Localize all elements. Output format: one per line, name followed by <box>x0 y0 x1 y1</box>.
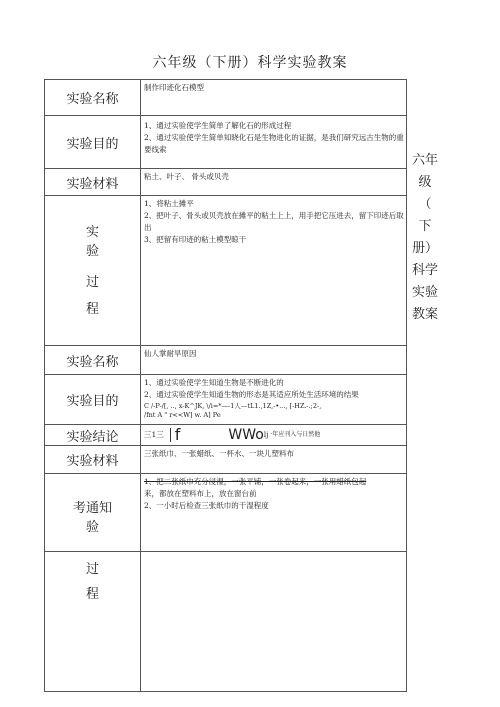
lesson2-conclusion-f: f <box>174 425 181 444</box>
lesson2-process-char-2: 验 <box>85 519 99 535</box>
side-title-part-4: 下 <box>418 219 432 234</box>
lesson2-process-value-empty <box>140 551 407 692</box>
lesson2-conclusion-text: 三1三 <box>144 430 164 439</box>
lesson2-name-label: 实验名称 <box>44 345 141 375</box>
lesson2-conclusion-label: 实验结论 <box>44 424 141 446</box>
side-title-part-1: 六年 <box>411 153 438 168</box>
lesson1-process-line-1: 1、将粘土摊平 <box>144 199 194 208</box>
lesson2-material-value: 三张纸巾、一张蜡纸、一杯水、一块儿塑料布 <box>140 445 407 474</box>
side-title-part-7: 实验 <box>411 285 438 300</box>
lesson1-name-value: 制作印迹化石模型 <box>140 79 407 116</box>
side-title-part-3: （ <box>418 197 432 212</box>
lesson1-material-label: 实验材料 <box>44 168 141 196</box>
lesson2-process-line-struck: 1、把二张纸巾充分浸湿，一张平铺，一张卷起来，一张用蜡纸包起 <box>144 477 367 486</box>
lesson1-process-label <box>44 195 141 346</box>
lesson1-goal-line-2: 2、通过实验使学生简单知晓化石是生物进化的证据，是我们研究远古生物的重要线索 <box>144 133 404 154</box>
lesson2-process2-char-2: 程 <box>85 587 99 602</box>
lesson2-process-label-bottom <box>44 551 141 692</box>
lesson1-material-value: 粘土、叶子、 骨头或贝壳 <box>140 168 407 196</box>
lesson2-process-label-top <box>44 473 141 552</box>
lesson1-goal-label: 实验目的 <box>44 115 141 169</box>
page-title: 六年级（下册）科学实验教案 <box>152 55 348 71</box>
lesson1-process-line-3: 3、把留有印迹的粘土模型晾干 <box>144 235 247 244</box>
lesson2-conclusion-small: ·年应刊入与日然他 <box>270 431 321 438</box>
lesson1-process-char-1: 实 <box>85 224 99 240</box>
side-title-part-2: 级 <box>418 175 432 190</box>
lesson1-process-char-2: 验 <box>85 243 99 259</box>
lesson-table <box>44 79 407 692</box>
lesson2-garbled-line-2: /fnt A " r<<W] w. A] Pe <box>144 411 221 419</box>
lesson2-process-line-1: 来，都放在塑料布上，放在窗台前 <box>144 489 257 498</box>
side-title-part-5: 册） <box>411 241 438 256</box>
lesson2-conclusion-value <box>140 424 407 446</box>
lesson2-conclusion-sup: lj <box>263 431 269 439</box>
lesson1-process-value <box>140 195 407 346</box>
lesson2-conclusion-wwo: WWo <box>228 427 264 443</box>
lesson2-process-value <box>140 473 407 552</box>
lesson2-garbled-line: C /-P-/[, .., x-K^JK, \/i=*—-1人—tL1.,1Z,-•..., [-HZ.-.;2-, <box>144 402 322 410</box>
lesson2-name-value: 仙人掌耐旱原因 <box>140 345 407 375</box>
lesson2-goal-value <box>140 374 407 425</box>
lesson2-goal-label: 实验目的 <box>44 374 141 425</box>
lesson2-goal-line-1: 1、通过实验使学生知道生物是不断进化的 <box>144 378 284 387</box>
lesson2-process-line-2: 2、一小时后检查三张纸巾的干湿程度 <box>144 501 269 510</box>
lesson2-process2-char-1: 过 <box>85 562 99 577</box>
lesson1-process-line-2: 2、把叶子、骨头或贝壳放在摊平的粘土上上，用手把它压进去，留下印迹后取出 <box>144 211 404 232</box>
side-title-part-8: 教案 <box>411 307 438 322</box>
lesson2-goal-line-2: 2、通过实验使学生知道生物的形态是其适应所处生活环境的结果 <box>144 390 359 399</box>
lesson1-goal-line-1: 1、通过实验使学生简单了解化石的形成过程 <box>144 121 292 130</box>
lesson1-process-char-4: 程 <box>85 301 99 317</box>
lesson2-process-char-1: 考通知 <box>72 500 112 516</box>
lesson1-process-char-3: 过 <box>85 274 99 290</box>
lesson2-material-label: 实验材料 <box>44 445 141 474</box>
side-title-part-6: 科学 <box>411 263 438 278</box>
vertical-bar <box>170 428 171 442</box>
lesson1-goal-value <box>140 115 407 169</box>
lesson1-name-label: 实验名称 <box>44 79 141 116</box>
side-vertical-title <box>407 150 443 326</box>
